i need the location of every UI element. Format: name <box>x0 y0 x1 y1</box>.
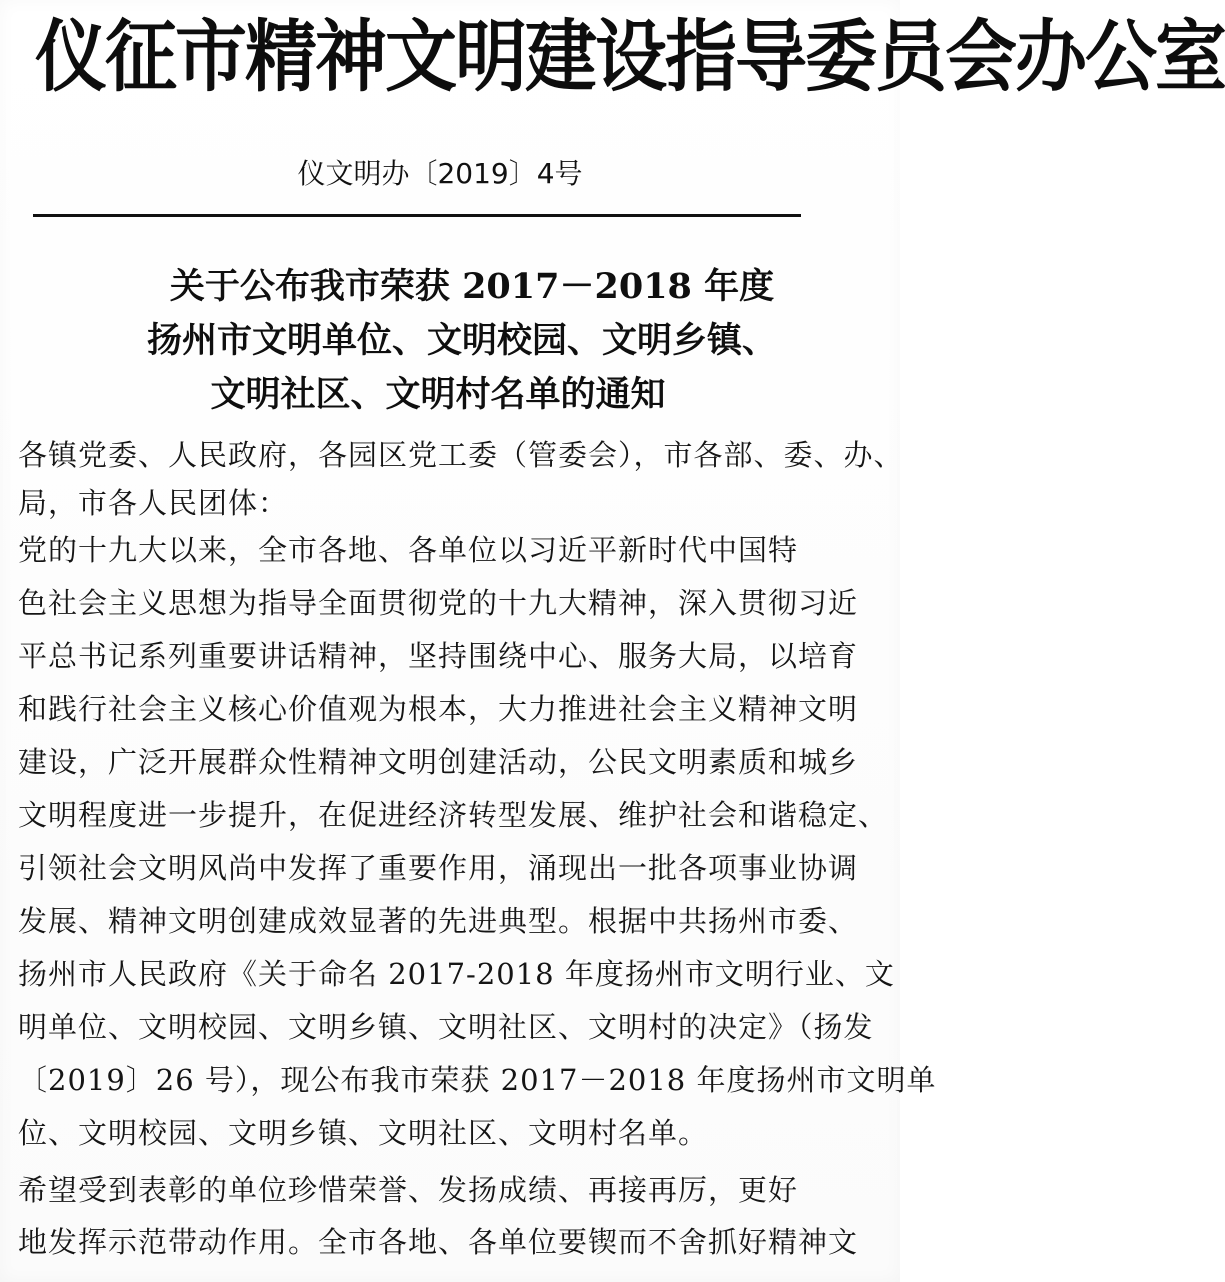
body-line-7: 建设，广泛开展群众性精神文明创建活动，公民文明素质和城乡 <box>18 745 859 779</box>
body-line-14: 位、文明校园、文明乡镇、文明社区、文明村名单。 <box>18 1116 709 1150</box>
office-header-title: 仪征市精神文明建设指导委员会办公室 <box>35 11 1225 102</box>
body-line-2: 局，市各人民团体： <box>18 486 289 520</box>
body-line-16: 地发挥示范带动作用。全市各地、各单位要锲而不舍抓好精神文 <box>18 1225 859 1259</box>
notice-title-line-2: 扬州市文明单位、文明校园、文明乡镇、 <box>146 320 777 361</box>
notice-title-line-3: 文明社区、文明村名单的通知 <box>210 374 666 415</box>
notice-title-line-1: 关于公布我市荣获 2017－2018 年度 <box>169 266 775 307</box>
body-line-4: 色社会主义思想为指导全面贯彻党的十九大精神，深入贯彻习近 <box>18 586 859 620</box>
body-line-5: 平总书记系列重要讲话精神，坚持围绕中心、服务大局，以培育 <box>18 639 859 673</box>
body-line-13: 〔2019〕26 号），现公布我市荣获 2017－2018 年度扬州市文明单 <box>18 1063 937 1097</box>
body-line-8: 文明程度进一步提升，在促进经济转型发展、维护社会和谐稳定、 <box>18 798 889 832</box>
body-line-3: 党的十九大以来，全市各地、各单位以习近平新时代中国特 <box>18 533 799 567</box>
body-line-9: 引领社会文明风尚中发挥了重要作用，涌现出一批各项事业协调 <box>18 851 859 885</box>
body-line-6: 和践行社会主义核心价值观为根本，大力推进社会主义精神文明 <box>18 692 859 726</box>
body-line-12: 明单位、文明校园、文明乡镇、文明社区、文明村的决定》（扬发 <box>18 1010 874 1044</box>
body-line-10: 发展、精神文明创建成效显著的先进典型。根据中共扬州市委、 <box>18 904 859 938</box>
body-line-15: 希望受到表彰的单位珍惜荣誉、发扬成绩、再接再厉，更好 <box>18 1173 799 1207</box>
header-divider <box>33 214 801 217</box>
body-line-1: 各镇党委、人民政府，各园区党工委（管委会），市各部、委、办、 <box>18 438 904 472</box>
document-number: 仪文明办〔2019〕4号 <box>297 157 583 190</box>
body-line-11: 扬州市人民政府《关于命名 2017-2018 年度扬州市文明行业、文 <box>18 957 895 991</box>
